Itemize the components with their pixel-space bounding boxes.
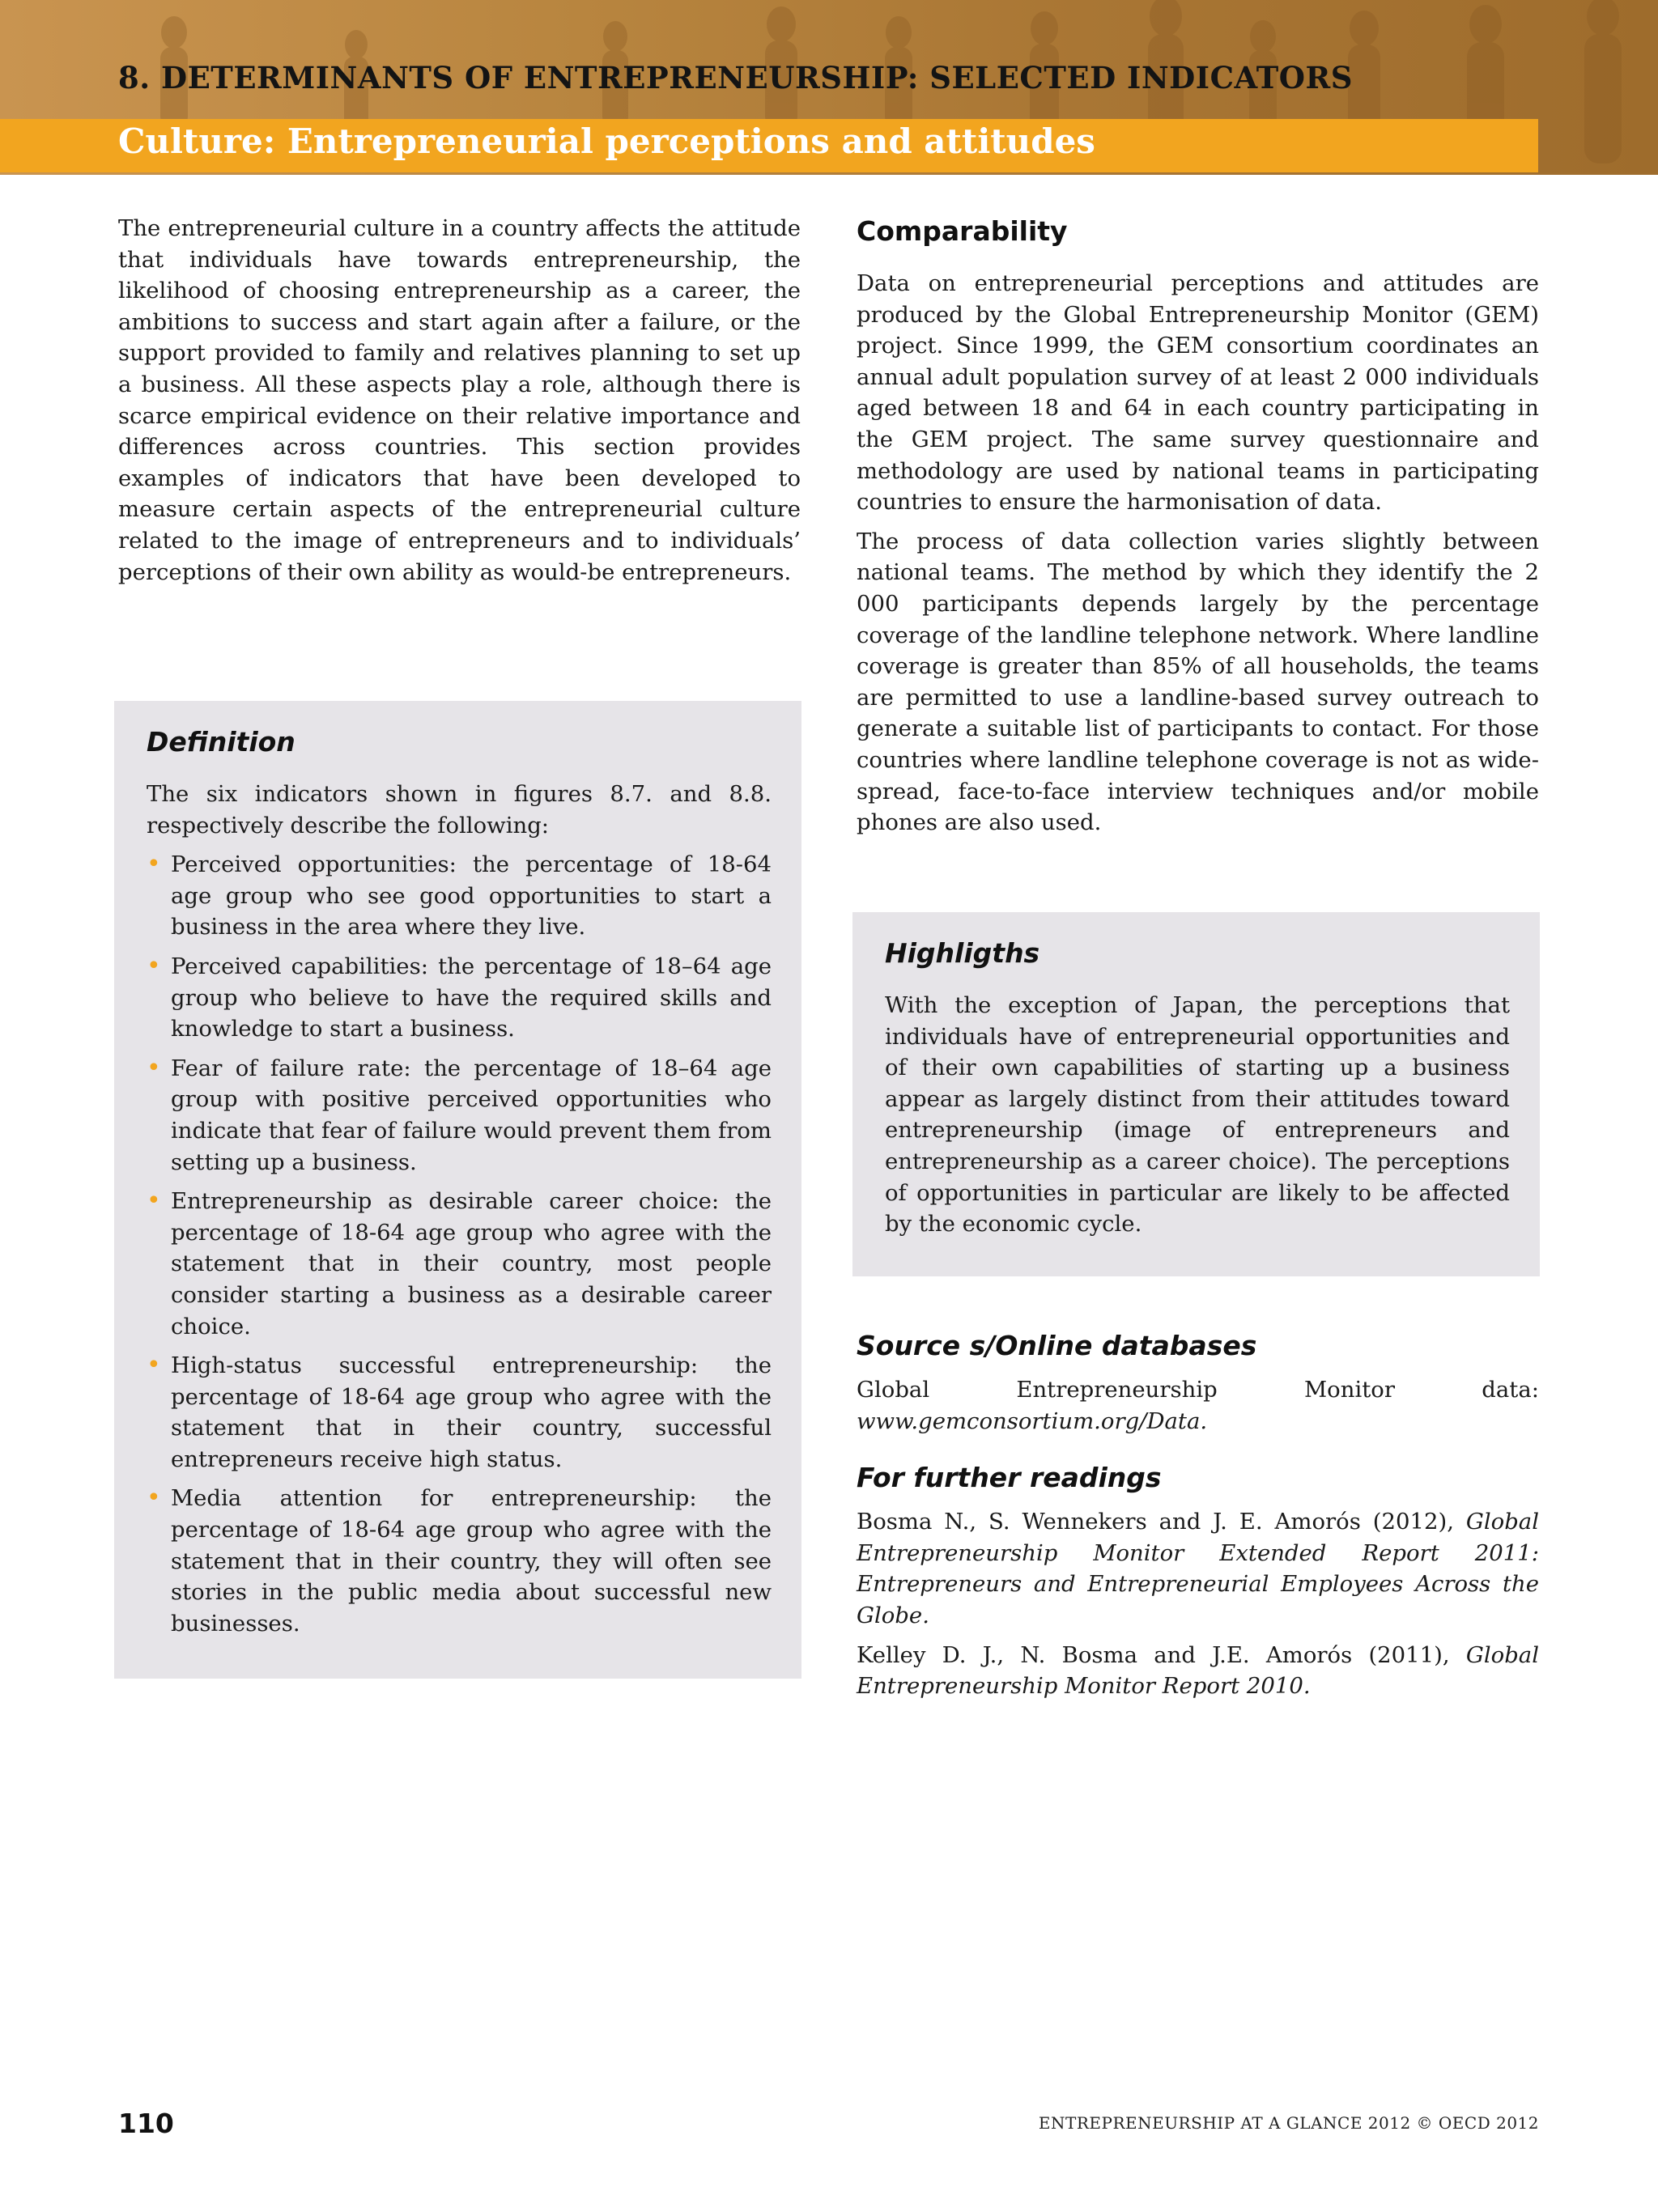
right-column [857,213,1539,839]
definition-list [147,849,772,1639]
reading-item: Bosma N., S. Wennekers and J. E. Amorós (2012), Global Entrepreneurship Monitor Extended Report 2011: Entrepreneurs and Entrepreneurial Employees Across the Globe. [857,1509,1539,1628]
highlights-paragraph: With the exception of Japan, the perceptions that individuals have of entrepreneurial opportunities and of their own capabilities of starting up a business appear as largely distinct from their attitudes toward entrepreneurship (image of entrepreneurs and entrepreneurship as a career choice). The perceptions of opportunities in particular are likely to be affected by the economic cycle. [885,992,1510,1238]
reading-item: Kelley D. J., N. Bosma and J.E. Amorós (2011), Global Entrepreneurship Monitor Report 2010. [857,1641,1539,1700]
bullet-icon: • [147,951,161,980]
intro-paragraph: The entrepreneurial culture in a country affects the attitude that individuals have towards entrepreneurship, the likelihood of choosing entrepreneurship as a career, the ambitions to success and start again after a failure, or the support provided to family and relatives planning to set up a business. All these aspects play a role, although there is scarce empirical evidence on their relative importance and differences across countries. This section provides examples of indicators that have been developed to measure certain aspects of the entrepreneurial culture related to the image of entrepreneurs and to individuals’ perceptions of their own ability as would-be entrepreneurs. [118,215,801,585]
bullet-icon: • [147,1484,161,1513]
bullet-icon: • [147,850,161,879]
comparability-heading: Comparability [857,215,1068,247]
definition-lead: The six indicators shown in figures 8.7. and 8.8. respectively describe the following: [147,781,772,839]
list-item: • Perceived capabilities: the percentage of 18–64 age group who believe to have the required skills and knowledge to start a business. [147,951,772,1042]
page-number: 110 [118,2108,174,2139]
left-column [118,213,801,588]
publication-footer: ENTREPRENEURSHIP AT A GLANCE 2012 © OECD 2012 [1038,2113,1539,2133]
definition-box [114,701,801,1679]
list-item: • Perceived opportunities: the percentage of 18-64 age group who see good opportunities to start a business in the area where they live. [147,850,772,940]
section-title: Culture: Entrepreneurial perceptions and attitudes [118,121,1095,161]
highlights-box [852,912,1540,1276]
list-item: • Entrepreneurship as desirable career choice: the percentage of 18-64 age group who agree with the statement that in their country, most people consider starting a business as a desirable career choice. [147,1187,772,1340]
highlights-heading: Highligths [885,937,1040,969]
definition-heading: Definition [147,726,295,758]
chapter-title: 8. DETERMINANTS OF ENTREPRENEURSHIP: SELECTED INDICATORS [118,60,1353,96]
sources-text: Global Entrepreneurship Monitor data: www.gemconsortium.org/Data. [857,1377,1539,1434]
sources-heading: Source s/Online databases [857,1330,1257,1361]
comparability-paragraph-1: Data on entrepreneurial perceptions and attitudes are produced by the Global Entrepreneurship Monitor (GEM) project. Since 1999, the GEM consortium coordinates an annual adult population survey of at least 2 000 individuals aged between 18 and 64 in each country participating in the GEM project. The same survey questionnaire and methodology are used by national teams in participating countries to ensure the harmonisation of data. [857,270,1539,516]
list-item: • High-status successful entrepreneurship: the percentage of 18-64 age group who agree with the statement that in their country, successful entrepreneurs receive high status. [147,1351,772,1472]
readings-heading: For further readings [857,1462,1162,1494]
comparability-paragraph-2: The process of data collection varies slightly between national teams. The method by which they identify the 2 000 participants depends largely by the percentage coverage of the landline telephone network. Where landline coverage is greater than 85% of all households, the teams are permitted to use a landline-based survey outreach to generate a suitable list of participants to contact. For those countries where landline telephone coverage is not as wide-spread, face-to-face interview techniques and/or mobile phones are also used. [857,528,1539,836]
sources-section [857,1327,1539,1702]
list-item: • Fear of failure rate: the percentage of 18–64 age group with positive perceived opportunities who indicate that fear of failure would prevent them from setting up a business. [147,1053,772,1175]
list-item: • Media attention for entrepreneurship: the percentage of 18-64 age group who agree with the statement that in their country, they will often see stories in the public media about successful new businesses. [147,1484,772,1637]
gem-data-link[interactable]: www.gemconsortium.org/Data. [857,1407,1208,1434]
bullet-icon: • [147,1053,161,1082]
bullet-icon: • [147,1351,161,1380]
bullet-icon: • [147,1187,161,1216]
